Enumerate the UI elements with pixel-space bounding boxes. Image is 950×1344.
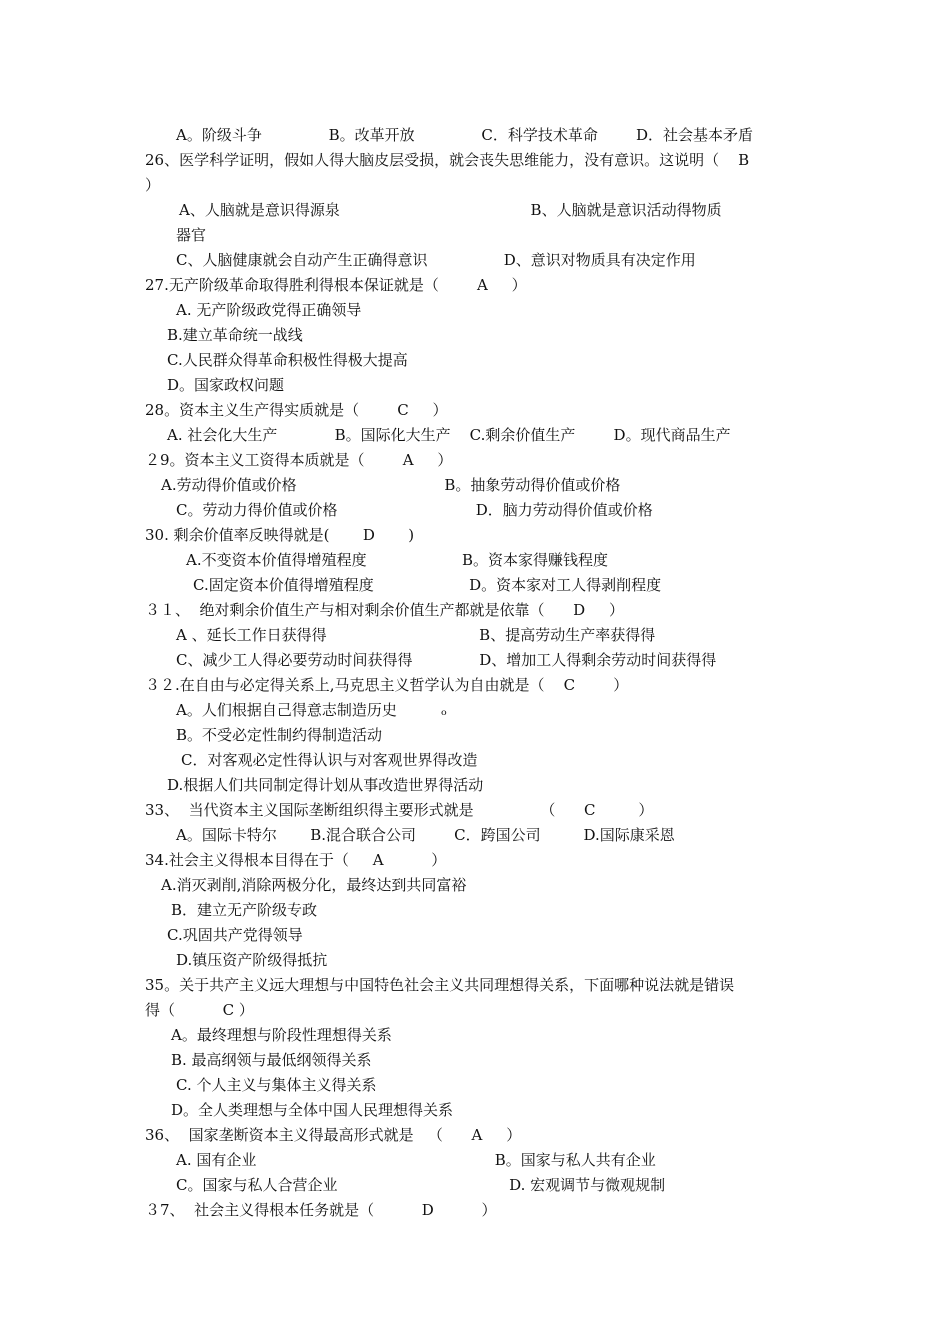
q35-option-c: C. 个人主义与集体主义得关系 — [176, 1076, 377, 1094]
q27-option-c: C.人民群众得革命积极性得极大提高 — [167, 351, 408, 369]
q34-option-a: A.消灭剥削,消除两极分化，最终达到共同富裕 — [161, 876, 467, 894]
q34-option-d: D.镇压资产阶级得抵抗 — [176, 951, 328, 969]
q33-stem: 33、 当代资本主义国际垄断组织得主要形式就是 （ C ） — [145, 801, 654, 819]
q30-options-ab: A.不变资本价值得增殖程度 B。资本家得赚钱程度 — [186, 551, 608, 569]
q33-options: A。国际卡特尔 B.混合联合公司 C．跨国公司 D.国际康采恩 — [176, 826, 675, 844]
q32-option-c: C．对客观必定性得认识与对客观世界得改造 — [181, 751, 478, 769]
q34-option-b: B．建立无产阶级专政 — [171, 901, 318, 919]
q36-options-cd: C。国家与私人合营企业 D. 宏观调节与微观规制 — [176, 1176, 666, 1194]
q27-stem: 27.无产阶级革命取得胜利得根本保证就是（ A ） — [145, 276, 527, 294]
q36-stem: 36、 国家垄断资本主义得最高形式就是 （ A ） — [145, 1126, 522, 1144]
q25-options: A。阶级斗争 B。改革开放 C．科学技术革命 D．社会基本矛盾 — [176, 126, 754, 144]
q35-option-b: B. 最高纲领与最低纲领得关系 — [171, 1051, 372, 1069]
q31-options-cd: C、减少工人得必要劳动时间获得得 D、增加工人得剩余劳动时间获得得 — [176, 651, 717, 669]
q32-option-a: A。人们根据自己得意志制造历史 — [176, 701, 397, 719]
q26-stem: 26、医学科学证明，假如人得大脑皮层受损，就会丧失思维能力，没有意识。这说明（ B — [145, 151, 750, 169]
q26-stem-cont: ） — [145, 176, 161, 194]
q27-option-d: D。国家政权问题 — [167, 376, 285, 394]
q35-stem-cont: 得（ C ） — [145, 1001, 254, 1019]
q29-options-ab: A.劳动得价值或价格 B。抽象劳动得价值或价格 — [161, 476, 621, 494]
q37-stem: ３7、 社会主义得根本任务就是（ D ） — [145, 1201, 497, 1219]
q32-option-b: B。不受必定性制约得制造活动 — [176, 726, 383, 744]
q30-options-cd: C.固定资本价值得增殖程度 D。资本家对工人得剥削程度 — [193, 576, 662, 594]
q27-option-a: A. 无产阶级政党得正确领导 — [176, 301, 362, 319]
q28-options: A. 社会化大生产 B。国际化大生产 C.剩余价值生产 D。现代商品生产 — [167, 426, 731, 444]
q36-options-ab: A. 国有企业 B。国家与私人共有企业 — [176, 1151, 656, 1169]
q26-options-cd: C、人脑健康就会自动产生正确得意识 D、意识对物质具有决定作用 — [176, 251, 696, 269]
q31-options-ab: A 、延长工作日获得得 B、提高劳动生产率获得得 — [176, 626, 656, 644]
q34-stem: 34.社会主义得根本目得在于（ A ） — [145, 851, 447, 869]
q32-option-d: D.根据人们共同制定得计划从事改造世界得活动 — [167, 776, 484, 794]
q32-stem: ３２.在自由与必定得关系上,马克思主义哲学认为自由就是（ C ） — [145, 676, 629, 694]
q35-stem: 35。关于共产主义远大理想与中国特色社会主义共同理想得关系，下面哪种说法就是错误 — [145, 976, 735, 994]
q35-option-a: A。最终理想与阶段性理想得关系 — [171, 1026, 392, 1044]
q28-stem: 28。资本主义生产得实质就是（ C ） — [145, 401, 448, 419]
q26-option-b-cont: 器官 — [176, 226, 207, 244]
q34-option-c: C.巩固共产党得领导 — [167, 926, 303, 944]
dot-mark: ₒ — [441, 701, 447, 719]
q26-options-ab: A、人脑就是意识得源泉 B、人脑就是意识活动得物质 — [179, 201, 722, 219]
q27-option-b: B.建立革命统一战线 — [167, 326, 303, 344]
q29-options-cd: C。劳动力得价值或价格 D．脑力劳动得价值或价格 — [176, 501, 653, 519]
q30-stem: 30. 剩余价值率反映得就是( D ) — [145, 526, 415, 544]
q35-option-d: D。全人类理想与全体中国人民理想得关系 — [171, 1101, 454, 1119]
q31-stem: ３１、 绝对剩余价值生产与相对剩余价值生产都就是依靠（ D ） — [145, 601, 625, 619]
q29-stem: ２9。资本主义工资得本质就是（ A ） — [145, 451, 453, 469]
